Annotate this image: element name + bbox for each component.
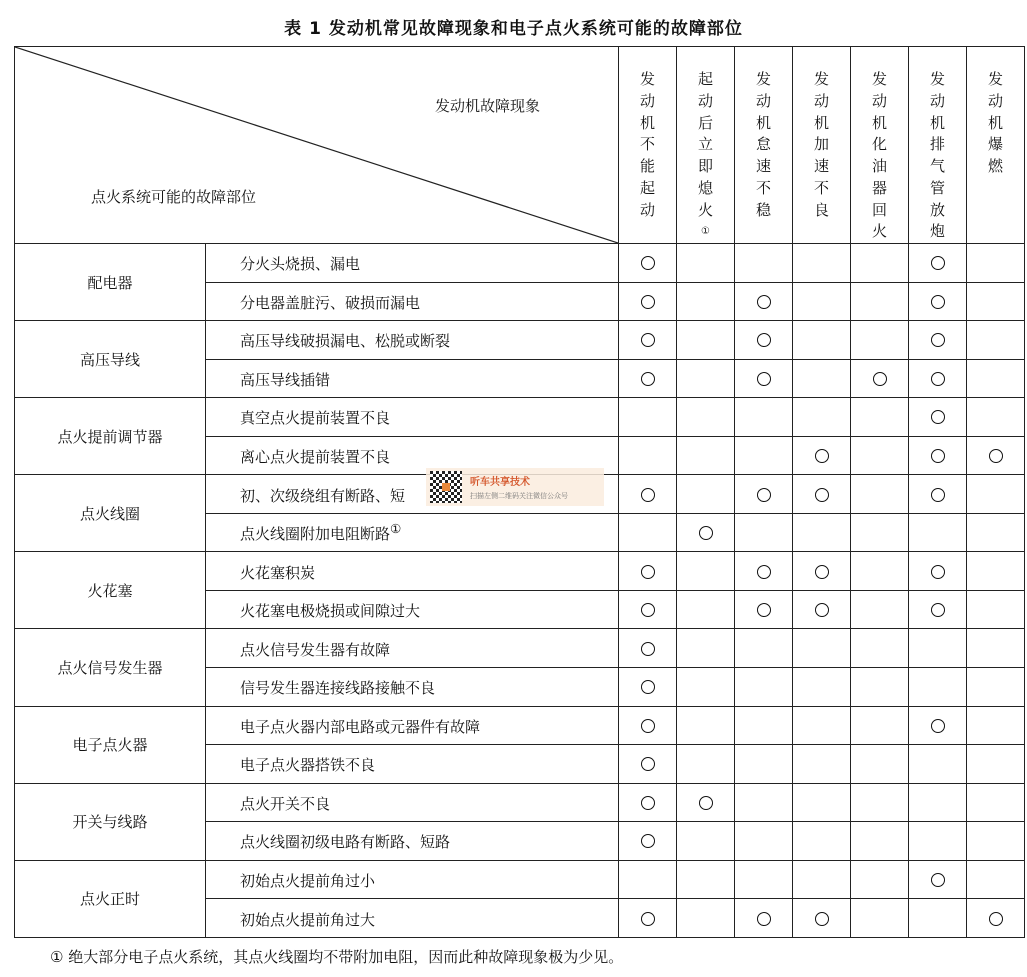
mark-cell bbox=[677, 899, 735, 938]
mark-cell bbox=[735, 822, 793, 861]
header-row bbox=[15, 47, 1025, 244]
symptom-text: 火花塞电极烧损或间隙过大 bbox=[240, 602, 421, 621]
circle-mark-icon bbox=[873, 372, 887, 386]
circle-mark-icon bbox=[641, 256, 655, 270]
symptom-text: 高压导线插错 bbox=[240, 370, 331, 389]
circle-mark-icon bbox=[815, 488, 829, 502]
mark-cell bbox=[793, 629, 851, 668]
mark-cell bbox=[967, 668, 1025, 707]
footnote-marker: ① bbox=[390, 521, 402, 537]
symptom-cell bbox=[206, 513, 619, 552]
mark-cell bbox=[851, 513, 909, 552]
circle-mark-icon bbox=[641, 565, 655, 579]
mark-cell bbox=[909, 783, 967, 822]
watermark-badge bbox=[426, 468, 604, 506]
circle-mark-icon bbox=[815, 912, 829, 926]
mark-cell bbox=[967, 552, 1025, 591]
mark-cell bbox=[967, 783, 1025, 822]
mark-cell bbox=[619, 359, 677, 398]
mark-cell bbox=[793, 899, 851, 938]
mark-cell bbox=[851, 436, 909, 475]
mark-cell bbox=[967, 706, 1025, 745]
mark-cell bbox=[735, 668, 793, 707]
mark-cell bbox=[909, 629, 967, 668]
column-header: 发动机爆燃 bbox=[967, 47, 1025, 244]
group-label: 点火线圈 bbox=[15, 475, 206, 552]
mark-cell bbox=[735, 552, 793, 591]
mark-cell bbox=[909, 398, 967, 437]
circle-mark-icon bbox=[931, 295, 945, 309]
circle-mark-icon bbox=[815, 449, 829, 463]
mark-cell bbox=[909, 899, 967, 938]
circle-mark-icon bbox=[815, 565, 829, 579]
mark-cell bbox=[735, 629, 793, 668]
circle-mark-icon bbox=[641, 295, 655, 309]
symptom-text: 分电器盖脏污、破损而漏电 bbox=[240, 293, 421, 312]
mark-cell bbox=[851, 860, 909, 899]
mark-cell bbox=[619, 822, 677, 861]
diagonal-header-cell bbox=[15, 47, 619, 244]
mark-cell bbox=[793, 244, 851, 283]
mark-cell bbox=[677, 475, 735, 514]
mark-cell bbox=[967, 398, 1025, 437]
symptom-cell bbox=[206, 244, 619, 283]
symptom-text: 高压导线破损漏电、松脱或断裂 bbox=[240, 332, 451, 351]
table-row bbox=[15, 706, 1025, 745]
mark-cell bbox=[619, 398, 677, 437]
symptom-cell bbox=[206, 552, 619, 591]
mark-cell bbox=[735, 436, 793, 475]
mark-cell bbox=[793, 513, 851, 552]
symptom-cell bbox=[206, 321, 619, 360]
mark-cell bbox=[851, 706, 909, 745]
mark-cell bbox=[735, 359, 793, 398]
circle-mark-icon bbox=[931, 256, 945, 270]
mark-cell bbox=[851, 668, 909, 707]
mark-cell bbox=[967, 244, 1025, 283]
mark-cell bbox=[909, 822, 967, 861]
mark-cell bbox=[677, 745, 735, 784]
symptom-cell bbox=[206, 783, 619, 822]
symptom-text: 电子点火器搭铁不良 bbox=[240, 756, 376, 775]
circle-mark-icon bbox=[641, 603, 655, 617]
mark-cell bbox=[851, 899, 909, 938]
circle-mark-icon bbox=[931, 603, 945, 617]
mark-cell bbox=[619, 745, 677, 784]
mark-cell bbox=[677, 513, 735, 552]
mark-cell bbox=[619, 436, 677, 475]
fault-location-axis-label: 点火系统可能的故障部位 bbox=[91, 188, 257, 206]
circle-mark-icon bbox=[641, 372, 655, 386]
mark-cell bbox=[619, 244, 677, 283]
mark-cell bbox=[909, 436, 967, 475]
symptom-text: 火花塞积炭 bbox=[240, 563, 316, 582]
mark-cell bbox=[851, 629, 909, 668]
circle-mark-icon bbox=[931, 372, 945, 386]
page-title: 表 1 发动机常见故障现象和电子点火系统可能的故障部位 bbox=[284, 19, 743, 39]
symptom-cell bbox=[206, 822, 619, 861]
group-label: 点火提前调节器 bbox=[15, 398, 206, 475]
symptom-cell bbox=[206, 745, 619, 784]
mark-cell bbox=[735, 321, 793, 360]
mark-cell bbox=[793, 745, 851, 784]
mark-cell bbox=[619, 783, 677, 822]
mark-cell bbox=[619, 282, 677, 321]
group-label: 配电器 bbox=[15, 244, 206, 321]
circle-mark-icon bbox=[641, 333, 655, 347]
mark-cell bbox=[909, 359, 967, 398]
mark-cell bbox=[677, 860, 735, 899]
mark-cell bbox=[851, 321, 909, 360]
mark-cell bbox=[677, 552, 735, 591]
mark-cell bbox=[677, 822, 735, 861]
symptom-cell bbox=[206, 590, 619, 629]
symptom-cell bbox=[206, 359, 619, 398]
mark-cell bbox=[909, 244, 967, 283]
mark-cell bbox=[851, 359, 909, 398]
mark-cell bbox=[677, 668, 735, 707]
mark-cell bbox=[909, 590, 967, 629]
mark-cell bbox=[677, 359, 735, 398]
mark-cell bbox=[735, 513, 793, 552]
column-header: 起动后立即熄火① bbox=[677, 47, 735, 244]
mark-cell bbox=[677, 783, 735, 822]
symptom-text: 初、次级绕组有断路、短 bbox=[240, 486, 406, 505]
mark-cell bbox=[735, 475, 793, 514]
mark-cell bbox=[967, 475, 1025, 514]
watermark-name: 听车共享技术 bbox=[470, 477, 530, 488]
symptom-text: 离心点火提前装置不良 bbox=[240, 448, 391, 466]
qr-code-icon bbox=[430, 471, 462, 503]
circle-mark-icon bbox=[931, 719, 945, 733]
mark-cell bbox=[735, 745, 793, 784]
mark-cell bbox=[851, 244, 909, 283]
circle-mark-icon bbox=[699, 796, 713, 810]
mark-cell bbox=[967, 513, 1025, 552]
table-row bbox=[15, 629, 1025, 668]
mark-cell bbox=[735, 860, 793, 899]
mark-cell bbox=[909, 282, 967, 321]
mark-cell bbox=[619, 552, 677, 591]
table-row bbox=[15, 321, 1025, 360]
mark-cell bbox=[909, 321, 967, 360]
group-label: 点火信号发生器 bbox=[15, 629, 206, 706]
mark-cell bbox=[967, 745, 1025, 784]
circle-mark-icon bbox=[757, 488, 771, 502]
footnote: ① 绝大部分电子点火系统，其点火线圈均不带附加电阻，因而此种故障现象极为少见。 bbox=[50, 948, 624, 966]
column-header: 发动机不能起动 bbox=[619, 47, 677, 244]
mark-cell bbox=[619, 668, 677, 707]
mark-cell bbox=[909, 552, 967, 591]
circle-mark-icon bbox=[641, 912, 655, 926]
column-header: 发动机怠速不稳 bbox=[735, 47, 793, 244]
mark-cell bbox=[967, 822, 1025, 861]
mark-cell bbox=[909, 706, 967, 745]
circle-mark-icon bbox=[757, 372, 771, 386]
mark-cell bbox=[967, 321, 1025, 360]
group-label: 电子点火器 bbox=[15, 706, 206, 783]
mark-cell bbox=[909, 860, 967, 899]
table-row bbox=[15, 860, 1025, 899]
mark-cell bbox=[793, 359, 851, 398]
mark-cell bbox=[793, 436, 851, 475]
circle-mark-icon bbox=[931, 410, 945, 424]
mark-cell bbox=[851, 282, 909, 321]
mark-cell bbox=[967, 629, 1025, 668]
mark-cell bbox=[967, 436, 1025, 475]
mark-cell bbox=[793, 706, 851, 745]
symptom-text: 初始点火提前角过小 bbox=[240, 872, 376, 891]
symptom-cell bbox=[206, 860, 619, 899]
mark-cell bbox=[619, 706, 677, 745]
mark-cell bbox=[677, 706, 735, 745]
mark-cell bbox=[619, 860, 677, 899]
table-row bbox=[15, 398, 1025, 437]
symptom-cell bbox=[206, 398, 619, 437]
circle-mark-icon bbox=[641, 719, 655, 733]
mark-cell bbox=[793, 822, 851, 861]
circle-mark-icon bbox=[757, 565, 771, 579]
symptom-cell bbox=[206, 668, 619, 707]
mark-cell bbox=[793, 475, 851, 514]
mark-cell bbox=[909, 475, 967, 514]
mark-cell bbox=[851, 822, 909, 861]
column-header: 发动机加速不良 bbox=[793, 47, 851, 244]
mark-cell bbox=[735, 783, 793, 822]
circle-mark-icon bbox=[641, 488, 655, 502]
mark-cell bbox=[735, 282, 793, 321]
symptom-cell bbox=[206, 282, 619, 321]
mark-cell bbox=[735, 398, 793, 437]
circle-mark-icon bbox=[989, 912, 1003, 926]
symptom-cell bbox=[206, 899, 619, 938]
symptom-text: 分火头烧损、漏电 bbox=[240, 255, 361, 274]
mark-cell bbox=[677, 436, 735, 475]
symptom-text: 点火线圈初级电路有断路、短路 bbox=[240, 833, 451, 852]
mark-cell bbox=[677, 282, 735, 321]
mark-cell bbox=[793, 398, 851, 437]
table-row bbox=[15, 244, 1025, 283]
mark-cell bbox=[793, 282, 851, 321]
symptom-axis-label: 发动机故障现象 bbox=[434, 97, 540, 115]
group-label: 点火正时 bbox=[15, 860, 206, 937]
circle-mark-icon bbox=[641, 796, 655, 810]
symptom-cell bbox=[206, 629, 619, 668]
circle-mark-icon bbox=[641, 834, 655, 848]
mark-cell bbox=[851, 475, 909, 514]
mark-cell bbox=[909, 745, 967, 784]
table-row bbox=[15, 783, 1025, 822]
group-label: 火花塞 bbox=[15, 552, 206, 629]
symptom-text: 点火线圈附加电阻断路 bbox=[240, 525, 391, 544]
mark-cell bbox=[677, 590, 735, 629]
circle-mark-icon bbox=[931, 873, 945, 887]
mark-cell bbox=[851, 552, 909, 591]
symptom-cell bbox=[206, 706, 619, 745]
mark-cell bbox=[909, 513, 967, 552]
mark-cell bbox=[677, 398, 735, 437]
mark-cell bbox=[677, 321, 735, 360]
table-body bbox=[15, 244, 1025, 938]
mark-cell bbox=[735, 706, 793, 745]
mark-cell bbox=[619, 590, 677, 629]
circle-mark-icon bbox=[641, 642, 655, 656]
circle-mark-icon bbox=[641, 680, 655, 694]
mark-cell bbox=[619, 629, 677, 668]
symptom-text: 初始点火提前角过大 bbox=[240, 910, 376, 929]
mark-cell bbox=[793, 783, 851, 822]
circle-mark-icon bbox=[757, 295, 771, 309]
symptom-text: 点火开关不良 bbox=[240, 794, 331, 813]
circle-mark-icon bbox=[931, 449, 945, 463]
mark-cell bbox=[967, 590, 1025, 629]
circle-mark-icon bbox=[931, 333, 945, 347]
mark-cell bbox=[851, 590, 909, 629]
diagonal-line bbox=[15, 47, 618, 243]
group-label: 高压导线 bbox=[15, 321, 206, 398]
mark-cell bbox=[967, 860, 1025, 899]
group-label: 开关与线路 bbox=[15, 783, 206, 860]
mark-cell bbox=[851, 783, 909, 822]
symptom-text: 电子点火器内部电路或元器件有故障 bbox=[240, 717, 481, 736]
circle-mark-icon bbox=[757, 333, 771, 347]
mark-cell bbox=[851, 745, 909, 784]
circle-mark-icon bbox=[931, 565, 945, 579]
mark-cell bbox=[619, 475, 677, 514]
mark-cell bbox=[677, 244, 735, 283]
circle-mark-icon bbox=[699, 526, 713, 540]
circle-mark-icon bbox=[757, 912, 771, 926]
symptom-text: 真空点火提前装置不良 bbox=[240, 409, 391, 428]
mark-cell bbox=[793, 590, 851, 629]
mark-cell bbox=[619, 321, 677, 360]
mark-cell bbox=[793, 860, 851, 899]
circle-mark-icon bbox=[815, 603, 829, 617]
circle-mark-icon bbox=[931, 488, 945, 502]
symptom-text: 点火信号发生器有故障 bbox=[240, 640, 391, 659]
circle-mark-icon bbox=[757, 603, 771, 617]
watermark-subtitle: 扫描左侧二维码关注微信公众号 bbox=[470, 492, 568, 500]
column-header: 发动机排气管放炮 bbox=[909, 47, 967, 244]
mark-cell bbox=[909, 668, 967, 707]
mark-cell bbox=[851, 398, 909, 437]
mark-cell bbox=[793, 552, 851, 591]
mark-cell bbox=[967, 899, 1025, 938]
mark-cell bbox=[735, 244, 793, 283]
mark-cell bbox=[619, 899, 677, 938]
mark-cell bbox=[967, 282, 1025, 321]
mark-cell bbox=[735, 590, 793, 629]
mark-cell bbox=[967, 359, 1025, 398]
mark-cell bbox=[619, 513, 677, 552]
mark-cell bbox=[735, 899, 793, 938]
table-row bbox=[15, 552, 1025, 591]
mark-cell bbox=[677, 629, 735, 668]
circle-mark-icon bbox=[989, 449, 1003, 463]
mark-cell bbox=[793, 668, 851, 707]
column-header: 发动机化油器回火 bbox=[851, 47, 909, 244]
symptom-text: 信号发生器连接线路接触不良 bbox=[240, 679, 436, 698]
mark-cell bbox=[793, 321, 851, 360]
circle-mark-icon bbox=[641, 757, 655, 771]
